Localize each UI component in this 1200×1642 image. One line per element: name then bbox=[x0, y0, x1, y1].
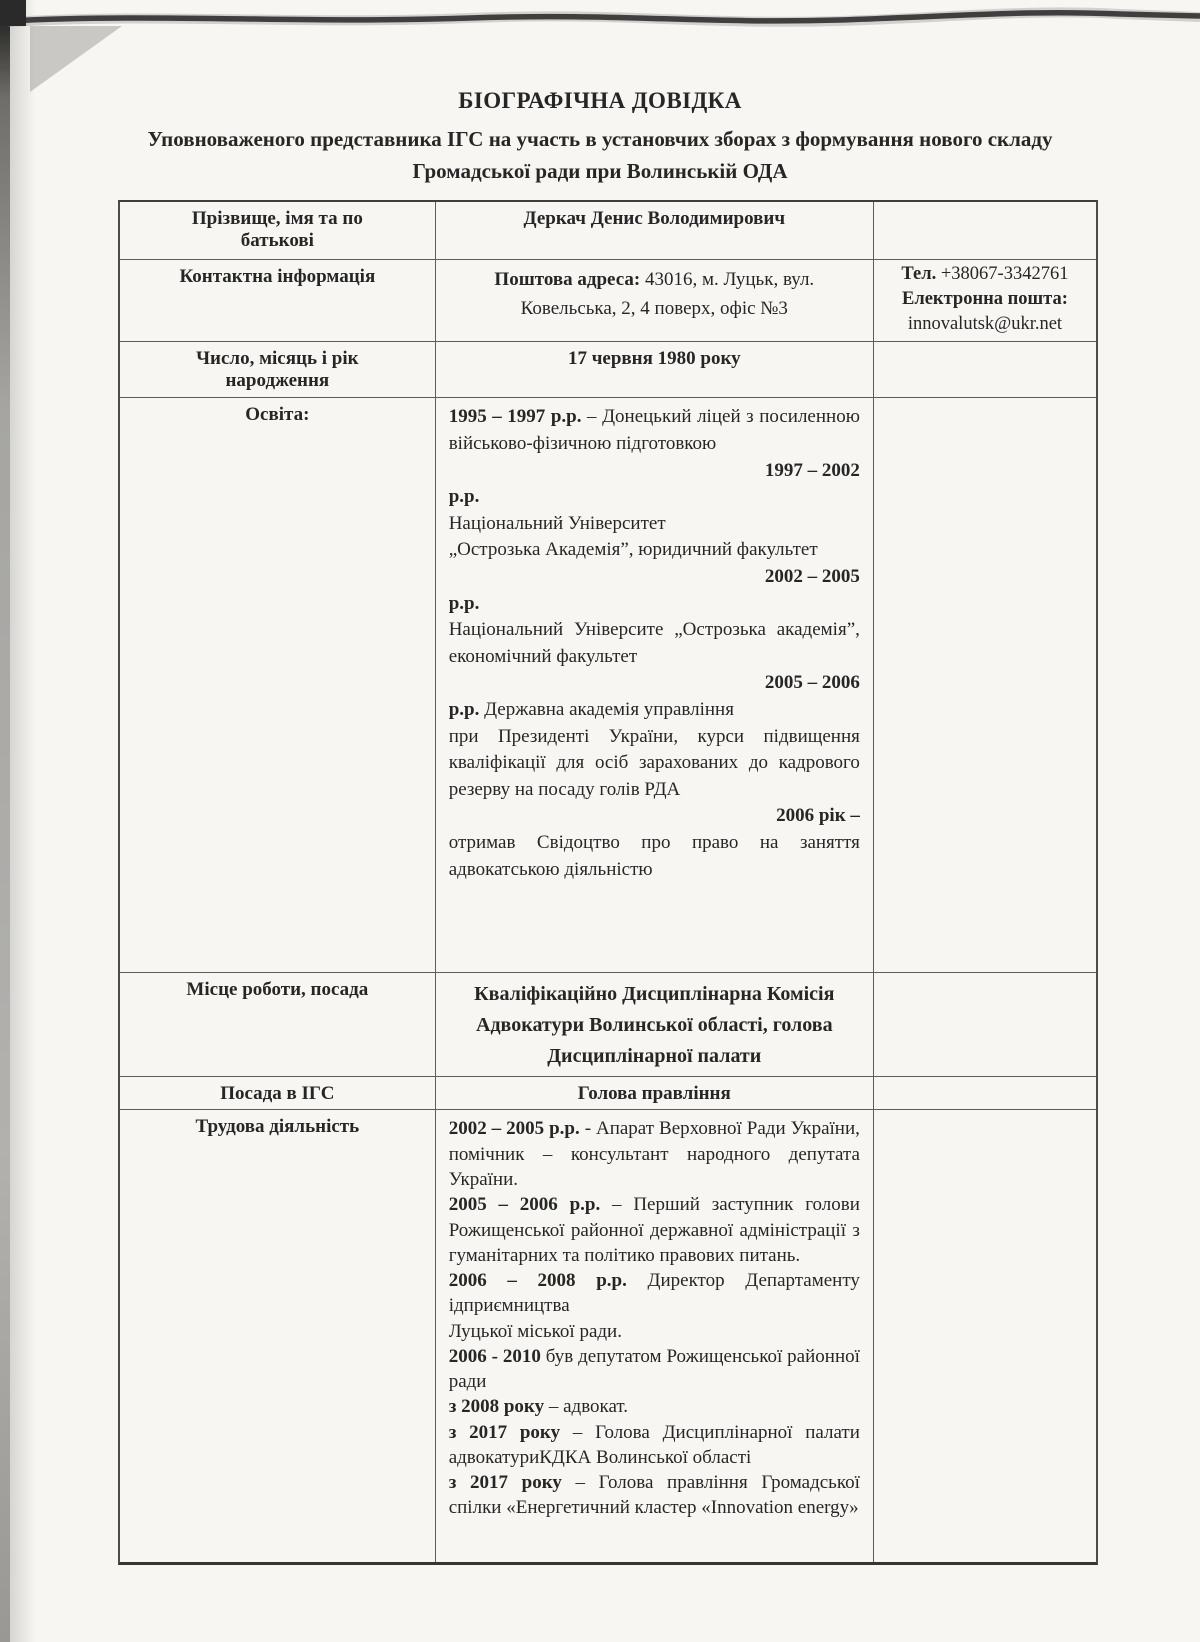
contact-label-cell bbox=[120, 260, 436, 341]
name-label: Прізвище, імя та по батькові bbox=[191, 208, 363, 251]
education-period: 1995 – 1997 р.р. bbox=[448, 406, 582, 428]
education-label-cell bbox=[120, 398, 436, 972]
contact-phone-cell bbox=[874, 260, 1096, 341]
work-period: 2005 – 2006 р.р. bbox=[448, 1194, 601, 1216]
workplace-value-cell bbox=[436, 973, 874, 1076]
name-value: Деркач Денис Володимирович bbox=[523, 208, 786, 229]
name-label-cell bbox=[120, 202, 436, 259]
table-row-education bbox=[120, 398, 1096, 973]
work-text: - Апарат Верховної Ради України, помічник – консультант народного депутата України. bbox=[448, 1118, 860, 1190]
contact-label: Контактна інформація bbox=[179, 266, 376, 287]
workplace-value: Кваліфікаційно Дисциплінарна Комісія Адвокатури Волинської області, голова Дисциплінарної палати bbox=[474, 983, 835, 1068]
work-period: 2002 – 2005 р.р. bbox=[448, 1118, 580, 1140]
education-entry bbox=[449, 830, 860, 883]
education-period: р.р. bbox=[448, 699, 480, 720]
education-period: р.р. bbox=[448, 486, 480, 508]
work-entry bbox=[449, 1394, 860, 1419]
scan-top-edge-artifact bbox=[0, 0, 1200, 40]
work-text: – Голова Дисциплінарної палати адвокатуриКДКА Волинської області bbox=[448, 1421, 860, 1468]
contact-address-cell bbox=[436, 260, 874, 341]
table-row-contact bbox=[120, 260, 1096, 342]
table-row-name bbox=[120, 202, 1096, 260]
education-text: Державна академія управління bbox=[479, 699, 734, 720]
table-row-workplace bbox=[120, 973, 1096, 1077]
phone-line bbox=[884, 262, 1086, 287]
work-period: 2006 - 2010 bbox=[448, 1345, 541, 1367]
empty-cell bbox=[874, 1110, 1096, 1562]
work-text: був депутатом Рожищенської районної ради bbox=[448, 1345, 860, 1393]
empty-cell bbox=[874, 398, 1096, 972]
education-text: при Президенті України, курси підвищення кваліфікації для осіб зарахованих до кадрового резерву на посаду голів РДА bbox=[448, 725, 860, 800]
address-label: Поштова адреса: bbox=[494, 269, 641, 290]
name-value-cell bbox=[436, 202, 874, 259]
scan-left-shadow bbox=[10, 0, 36, 1642]
empty-cell bbox=[874, 202, 1096, 259]
work-text: – Перший заступник голови Рожищенської районної державної адміністрації з гуманітарних та політико правових питань. bbox=[448, 1194, 860, 1266]
education-text: „Острозька Академія”, юридичний факультет bbox=[448, 539, 818, 561]
document-header bbox=[70, 88, 1130, 187]
igs-label-cell bbox=[120, 1077, 436, 1109]
education-period: 2005 – 2006 bbox=[764, 672, 860, 694]
phone-value: +38067-3342761 bbox=[936, 264, 1069, 284]
empty-cell bbox=[874, 1077, 1096, 1109]
workplace-label-cell bbox=[120, 973, 436, 1076]
education-text: Національний Університет bbox=[448, 512, 666, 534]
work-entry bbox=[449, 1420, 860, 1471]
work-entry bbox=[449, 1192, 860, 1268]
work-entry bbox=[449, 1470, 860, 1521]
phone-label: Тел. bbox=[901, 264, 937, 284]
workplace-label: Місце роботи, посада bbox=[186, 979, 369, 1001]
work-entry bbox=[449, 1268, 860, 1319]
email-label: Електронна пошта: bbox=[902, 289, 1068, 310]
work-period: з 2017 року bbox=[448, 1472, 562, 1494]
work-entry bbox=[449, 1319, 860, 1344]
education-entry bbox=[449, 564, 860, 591]
empty-cell bbox=[874, 342, 1096, 397]
bio-table bbox=[118, 200, 1098, 1565]
table-row-birth bbox=[120, 342, 1096, 398]
education-entry bbox=[449, 404, 860, 457]
work-text: – Голова правління Громадської спілки «Енергетичний кластер «Innovation energy» bbox=[448, 1472, 860, 1519]
work-text: Директор Департаменту ідприємництва bbox=[448, 1270, 860, 1317]
education-text: – Донецький ліцей з посиленною військово-фізичною підготовкою bbox=[448, 406, 860, 455]
work-period: з 2008 року bbox=[448, 1396, 545, 1418]
igs-value: Голова правління bbox=[577, 1083, 731, 1105]
email-value: innovalutsk@ukr.net bbox=[907, 314, 1063, 335]
work-period: з 2017 року bbox=[448, 1421, 561, 1443]
education-entry bbox=[449, 617, 860, 670]
education-text: отримав Свідоцтво про право на заняття адвокатською діяльністю bbox=[448, 831, 860, 880]
work-text: Луцької міської ради. bbox=[448, 1320, 622, 1342]
education-entry bbox=[449, 511, 860, 538]
birth-label-cell bbox=[120, 342, 436, 397]
table-row-work-history bbox=[120, 1110, 1096, 1562]
education-entry bbox=[449, 537, 860, 564]
education-entry bbox=[449, 670, 860, 697]
scan-corner-blot bbox=[0, 0, 26, 26]
table-row-igs-position bbox=[120, 1077, 1096, 1110]
birth-value: 17 червня 1980 року bbox=[567, 348, 741, 370]
scan-left-edge-artifact bbox=[0, 0, 10, 1642]
empty-cell bbox=[874, 973, 1096, 1076]
education-entry bbox=[449, 458, 860, 485]
education-entry bbox=[449, 484, 860, 511]
work-label-cell bbox=[120, 1110, 436, 1562]
scan-page-corner-shadow bbox=[30, 26, 122, 92]
igs-value-cell bbox=[436, 1077, 874, 1109]
education-period: 2006 рік – bbox=[776, 805, 860, 827]
education-period: 2002 – 2005 bbox=[764, 566, 860, 588]
page-subtitle: Уповноваженого представника ІГС на участь в установчих зборах з формування нового складу Громадської ради при Волинській ОДА bbox=[147, 127, 1053, 183]
work-text: – адвокат. bbox=[544, 1396, 629, 1418]
education-period: 1997 – 2002 bbox=[764, 459, 860, 481]
page-title: БІОГРАФІЧНА ДОВІДКА bbox=[458, 88, 742, 113]
education-entry bbox=[449, 697, 860, 724]
education-value-cell bbox=[436, 398, 874, 972]
education-text: Національний Університе „Острозька академія”, економічний факультет bbox=[448, 619, 860, 667]
work-period: 2006 – 2008 р.р. bbox=[448, 1270, 627, 1292]
work-label: Трудова діяльність bbox=[195, 1116, 360, 1138]
work-entry bbox=[449, 1116, 860, 1192]
education-entry bbox=[449, 803, 860, 830]
birth-value-cell bbox=[436, 342, 874, 397]
education-entry bbox=[449, 724, 860, 804]
education-label: Освіта: bbox=[245, 404, 310, 426]
igs-label: Посада в ІГС bbox=[220, 1083, 335, 1105]
birth-label: Число, місяць і рік народження bbox=[196, 348, 359, 392]
education-period: р.р. bbox=[448, 592, 480, 614]
work-entry bbox=[449, 1344, 860, 1395]
work-value-cell bbox=[436, 1110, 874, 1562]
education-entry bbox=[449, 591, 860, 618]
address-value: 43016, м. Луцьк, вул. Ковельська, 2, 4 поверх, офіс №3 bbox=[520, 269, 815, 319]
